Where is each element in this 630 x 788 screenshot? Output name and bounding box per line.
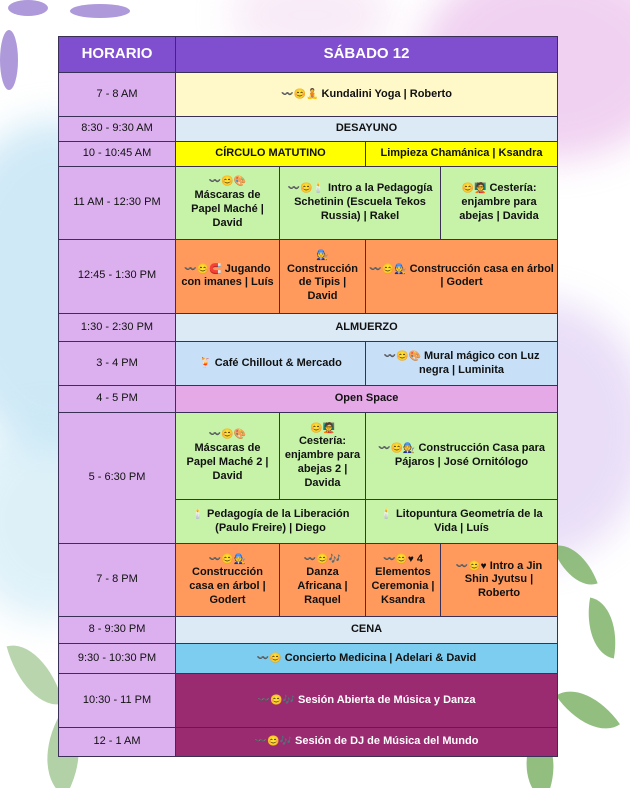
event-title: Mural mágico con Luz negra | Luminita — [419, 350, 540, 376]
event-title: Intro a Jin Shin Jyutsu | Roberto — [464, 559, 543, 600]
event-title: Construcción Casa para Pájaros | José Ornitólogo — [394, 442, 545, 468]
event-cell — [441, 544, 558, 617]
table-row — [59, 674, 558, 728]
table-row — [59, 412, 558, 500]
table-row — [59, 239, 558, 313]
time-cell: 12:45 - 1:30 PM — [59, 239, 176, 313]
event-cell — [176, 342, 366, 386]
time-cell: 5 - 6:30 PM — [59, 412, 176, 543]
activity-icons: 〰️😊🕯️ — [287, 183, 325, 195]
event-cell — [176, 674, 558, 728]
table-row — [59, 141, 558, 166]
event-title: Máscaras de Papel Maché 2 | David — [186, 442, 269, 482]
table-row — [59, 386, 558, 412]
time-cell: 12 - 1 AM — [59, 728, 176, 757]
time-cell: 9:30 - 10:30 PM — [59, 643, 176, 674]
header-schedule: HORARIO — [59, 37, 176, 73]
activity-icons: 〰️😊🎶 — [254, 736, 292, 748]
activity-icons: 〰️😊 — [256, 652, 282, 664]
event-cell: Open Space — [176, 386, 558, 412]
event-title: Jugando con imanes | Luís — [181, 262, 274, 289]
candle-icon: 🕯️ — [191, 508, 204, 520]
event-cell: Limpieza Chamánica | Ksandra — [366, 141, 558, 166]
event-cell — [366, 342, 558, 386]
event-cell — [366, 500, 558, 544]
header-day: SÁBADO 12 — [176, 37, 558, 73]
event-title: Kundalini Yoga | Roberto — [321, 87, 452, 100]
event-title: Litopuntura Geometría de la Vida | Luís — [395, 507, 543, 534]
event-title: Café Chillout & Mercado — [214, 356, 342, 369]
cocktail-icon: 🍹 — [199, 357, 212, 369]
event-cell — [280, 239, 366, 313]
activity-icons: 〰️😊🧘 — [281, 88, 319, 100]
event-cell — [441, 167, 558, 239]
event-cell — [366, 412, 558, 500]
event-cell — [366, 544, 441, 617]
activity-icons: 〰️😊♥ — [455, 560, 487, 572]
time-cell: 4 - 5 PM — [59, 386, 176, 412]
time-cell: 10 - 10:45 AM — [59, 141, 176, 166]
header-row — [59, 37, 558, 73]
time-cell: 3 - 4 PM — [59, 342, 176, 386]
event-cell — [280, 544, 366, 617]
event-title: 4 Elementos Ceremonia | Ksandra — [371, 552, 435, 606]
activity-icons: 😊🧑‍🏫 — [310, 422, 335, 434]
activity-icons: 〰️😊🎶 — [303, 553, 342, 565]
activity-icons: 〰️😊🧑‍🔧 — [378, 443, 416, 455]
activity-icons: 〰️😊🧑‍🔧 — [369, 263, 407, 275]
event-cell — [176, 728, 558, 757]
activity-icons: 〰️😊🎨 — [208, 429, 247, 441]
event-title: Sesión Abierta de Música y Danza — [297, 694, 476, 706]
event-cell — [176, 412, 280, 500]
event-cell: ALMUERZO — [176, 313, 558, 342]
table-row — [59, 544, 558, 617]
event-cell: CENA — [176, 617, 558, 643]
activity-icons: 〰️😊🧲 — [184, 263, 222, 275]
activity-icons: 🧑‍🔧 — [316, 249, 329, 261]
table-row — [59, 313, 558, 342]
event-title: Cestería: enjambre para abejas 2 | Davida — [284, 435, 361, 489]
event-cell — [366, 239, 558, 313]
time-cell: 11 AM - 12:30 PM — [59, 167, 176, 239]
table-row — [59, 167, 558, 239]
event-title: Cestería: enjambre para abejas | Davida — [459, 182, 539, 222]
activity-icons: 〰️😊🎶 — [257, 695, 295, 706]
event-title: Construcción casa en árbol | Godert — [409, 262, 554, 289]
table-row — [59, 72, 558, 117]
event-title: Pedagogía de la Liberación (Paulo Freire) | Diego — [207, 507, 350, 534]
table-row — [59, 617, 558, 643]
event-cell: CÍRCULO MATUTINO — [176, 141, 366, 166]
event-cell — [176, 72, 558, 117]
event-title: Intro a la Pedagogía Schetinin (Escuela Tekos Russia) | Rakel — [294, 182, 433, 222]
event-title: Construcción casa en árbol | Godert — [189, 566, 266, 606]
time-cell: 10:30 - 11 PM — [59, 674, 176, 728]
time-cell: 8:30 - 9:30 AM — [59, 117, 176, 141]
time-cell: 8 - 9:30 PM — [59, 617, 176, 643]
activity-icons: 〰️😊🎨 — [383, 351, 421, 363]
event-cell — [176, 167, 280, 239]
event-cell: DESAYUNO — [176, 117, 558, 141]
time-cell: 7 - 8 AM — [59, 72, 176, 117]
time-cell: 7 - 8 PM — [59, 544, 176, 617]
time-cell: 1:30 - 2:30 PM — [59, 313, 176, 342]
activity-icons: 〰️😊🎨 — [208, 176, 247, 188]
event-cell — [176, 544, 280, 617]
event-cell — [176, 239, 280, 313]
event-title: Concierto Medicina | Adelari & David — [284, 651, 477, 664]
event-cell — [280, 167, 441, 239]
event-title: Máscaras de Papel Maché | David — [191, 189, 264, 229]
activity-icons: 〰️😊♥ — [382, 553, 414, 565]
event-cell — [176, 643, 558, 674]
table-row — [59, 643, 558, 674]
table-row — [59, 117, 558, 141]
event-cell — [176, 500, 366, 544]
table-row — [59, 728, 558, 757]
event-title: Sesión de DJ de Música del Mundo — [295, 735, 479, 748]
event-title: Construcción de Tipis | David — [287, 262, 358, 303]
activity-icons: 〰️😊🧑‍🔧 — [208, 553, 247, 565]
event-cell — [280, 412, 366, 500]
schedule-table — [58, 36, 558, 757]
event-title: Danza Africana | Raquel — [297, 566, 348, 606]
table-row — [59, 342, 558, 386]
candle-icon: 🕯️ — [380, 508, 393, 520]
activity-icons: 😊🧑‍🏫 — [461, 183, 487, 195]
